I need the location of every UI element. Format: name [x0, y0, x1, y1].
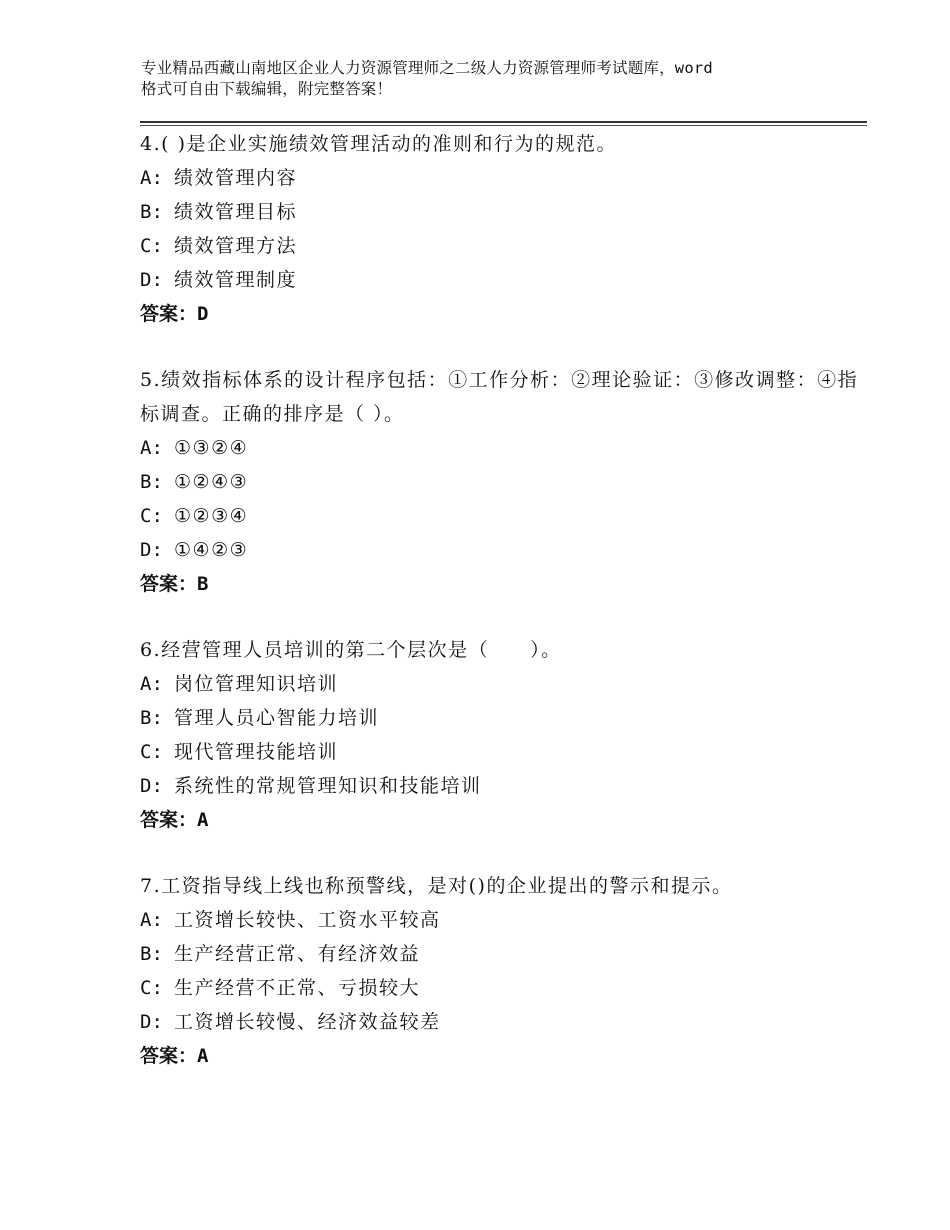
option-text: ①④②③ [174, 539, 249, 561]
answer-value: A [197, 809, 209, 831]
option-letter: B: [140, 707, 163, 729]
option-text: 绩效管理内容 [174, 167, 298, 189]
option-letter: B: [140, 201, 163, 223]
answer-value: A [197, 1045, 209, 1067]
option-b [140, 195, 860, 229]
option-c [140, 971, 860, 1005]
option-text: 管理人员心智能力培训 [174, 707, 380, 729]
question-4 [140, 127, 860, 331]
option-text: 生产经营不正常、亏损较大 [174, 977, 421, 999]
option-text: ①②③④ [174, 505, 249, 527]
option-letter: A: [140, 673, 163, 695]
option-a [140, 431, 860, 465]
option-b [140, 701, 860, 735]
option-text: 生产经营正常、有经济效益 [174, 943, 421, 965]
option-text: 绩效管理目标 [174, 201, 298, 223]
question-5 [140, 363, 860, 601]
document-header [141, 58, 841, 100]
question-stem: 6.经营管理人员培训的第二个层次是（ ）。 [140, 639, 562, 661]
option-letter: A: [140, 167, 163, 189]
option-c [140, 735, 860, 769]
option-letter: C: [140, 741, 163, 763]
option-text: 岗位管理知识培训 [174, 673, 339, 695]
option-letter: D: [140, 775, 163, 797]
question-stem: 7.工资指导线上线也称预警线，是对()的企业提出的警示和提示。 [140, 875, 733, 897]
option-letter: C: [140, 977, 163, 999]
option-text: 系统性的常规管理知识和技能培训 [174, 775, 482, 797]
option-b [140, 465, 860, 499]
question-6 [140, 633, 860, 837]
answer-label: 答案： [140, 1045, 198, 1067]
header-line-2: 格式可自由下载编辑，附完整答案！ [141, 80, 393, 98]
header-line-1: 专业精品西藏山南地区企业人力资源管理师之二级人力资源管理师考试题库，word [141, 59, 713, 77]
option-a [140, 161, 860, 195]
answer-value: D [197, 303, 209, 325]
option-text: 绩效管理方法 [174, 235, 298, 257]
option-text: 现代管理技能培训 [174, 741, 339, 763]
option-d [140, 1005, 860, 1039]
option-text: 绩效管理制度 [174, 269, 298, 291]
option-a [140, 667, 860, 701]
question-7 [140, 869, 860, 1073]
option-letter: B: [140, 471, 163, 493]
answer-label: 答案： [140, 303, 198, 325]
option-letter: A: [140, 437, 163, 459]
option-letter: D: [140, 539, 163, 561]
option-letter: A: [140, 909, 163, 931]
header-divider-thin [140, 125, 867, 126]
option-a [140, 903, 860, 937]
option-letter: D: [140, 269, 163, 291]
option-letter: B: [140, 943, 163, 965]
answer-value: B [197, 573, 209, 595]
option-letter: C: [140, 505, 163, 527]
option-letter: C: [140, 235, 163, 257]
question-list [140, 127, 860, 1105]
option-c [140, 499, 860, 533]
question-stem: 5.绩效指标体系的设计程序包括：①工作分析：②理论验证：③修改调整：④指标调查。正确的排序是（ ）。 [140, 369, 859, 425]
option-letter: D: [140, 1011, 163, 1033]
option-text: ①③②④ [174, 437, 249, 459]
answer-line [140, 1039, 860, 1073]
option-d [140, 769, 860, 803]
answer-label: 答案： [140, 809, 198, 831]
answer-line [140, 567, 860, 601]
option-d [140, 533, 860, 567]
answer-label: 答案： [140, 573, 198, 595]
option-c [140, 229, 860, 263]
option-text: ①②④③ [174, 471, 249, 493]
answer-line [140, 297, 860, 331]
option-text: 工资增长较慢、经济效益较差 [174, 1011, 441, 1033]
question-stem: 4.( )是企业实施绩效管理活动的准则和行为的规范。 [140, 133, 617, 155]
header-divider-thick [140, 121, 867, 123]
option-b [140, 937, 860, 971]
option-text: 工资增长较快、工资水平较高 [174, 909, 441, 931]
option-d [140, 263, 860, 297]
answer-line [140, 803, 860, 837]
